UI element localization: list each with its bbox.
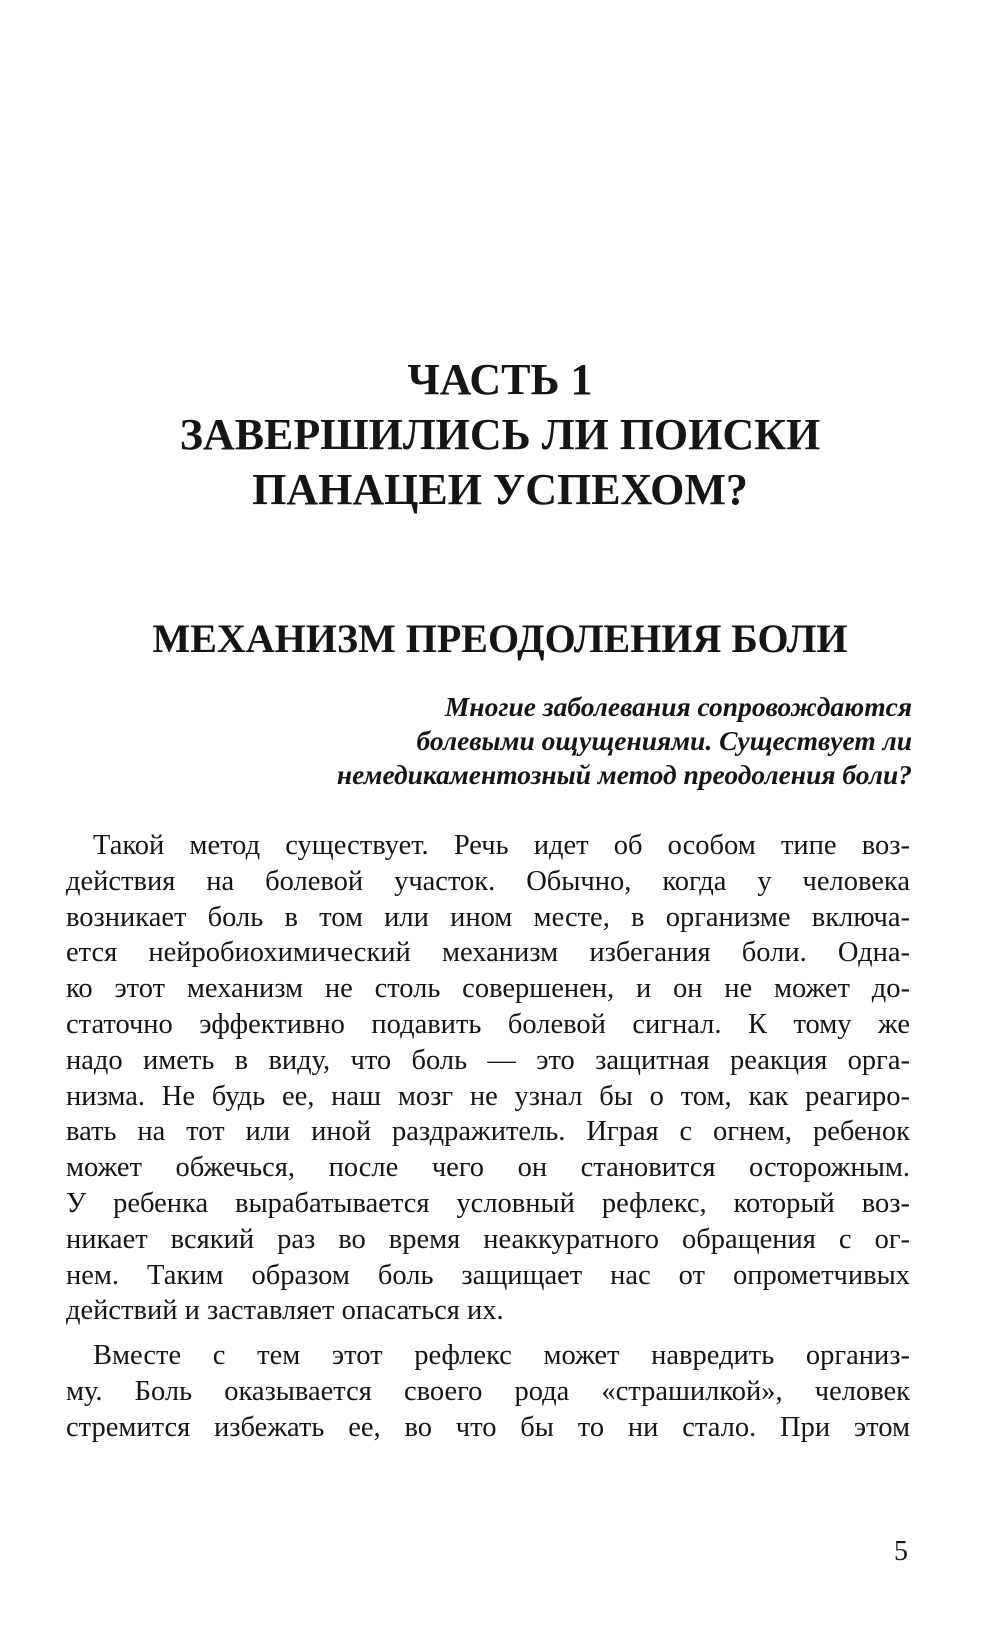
text-line: возникает боль в том или ином месте, в организме включа- bbox=[66, 901, 910, 933]
text-line: действия на болевой участок. Обычно, когда у человека bbox=[66, 865, 910, 897]
page-number: 5 bbox=[894, 1536, 908, 1567]
epigraph-line: болевыми ощущениями. Существует ли bbox=[416, 725, 912, 756]
text-line: нем. Таким образом боль защищает нас от опрометчивых bbox=[66, 1259, 910, 1291]
part-title bbox=[0, 352, 1000, 517]
text-line: надо иметь в виду, что боль — это защитная реакция орга- bbox=[66, 1044, 910, 1076]
text-line: может обжечься, после чего он становится осторожным. bbox=[66, 1152, 910, 1184]
paragraph bbox=[66, 828, 910, 1329]
epigraph-line: Многие заболевания сопровождаются bbox=[444, 691, 912, 722]
text-line: действий и заставляет опасаться их. bbox=[66, 1295, 504, 1327]
text-line: Вместе с тем этот рефлекс может навредить организ- bbox=[93, 1340, 910, 1372]
epigraph-line: немедикаментозный метод преодоления боли? bbox=[336, 759, 912, 790]
body-text bbox=[66, 828, 910, 1446]
text-line: низма. Не будь ее, наш мозг не узнал бы о том, как реагиро- bbox=[66, 1080, 910, 1112]
paragraph-gap bbox=[66, 1329, 910, 1338]
epigraph bbox=[212, 690, 912, 792]
paragraph bbox=[66, 1338, 910, 1445]
text-line: ко этот механизм не столь совершенен, и он не может до- bbox=[66, 973, 910, 1005]
text-line: вать на тот или иной раздражитель. Играя с огнем, ребенок bbox=[66, 1116, 910, 1148]
part-title-line: ЧАСТЬ 1 bbox=[407, 355, 593, 404]
part-title-line: ЗАВЕРШИЛИСЬ ЛИ ПОИСКИ bbox=[179, 410, 821, 459]
text-line: Такой метод существует. Речь идет об особом типе воз- bbox=[93, 830, 910, 861]
text-line: никает всякий раз во время неаккуратного обращения с ог- bbox=[66, 1223, 910, 1255]
text-line: У ребенка вырабатывается условный рефлекс, который воз- bbox=[66, 1187, 910, 1219]
part-title-line: ПАНАЦЕИ УСПЕХОМ? bbox=[252, 465, 748, 514]
text-line: статочно эффективно подавить болевой сигнал. К тому же bbox=[66, 1008, 910, 1040]
text-line: ется нейробиохимический механизм избегания боли. Одна- bbox=[66, 937, 910, 969]
text-line: стремится избежать ее, во что бы то ни стало. При этом bbox=[66, 1411, 910, 1443]
section-title: МЕХАНИЗМ ПРЕОДОЛЕНИЯ БОЛИ bbox=[152, 616, 848, 661]
text-line: му. Боль оказывается своего рода «страшилкой», человек bbox=[66, 1375, 910, 1407]
